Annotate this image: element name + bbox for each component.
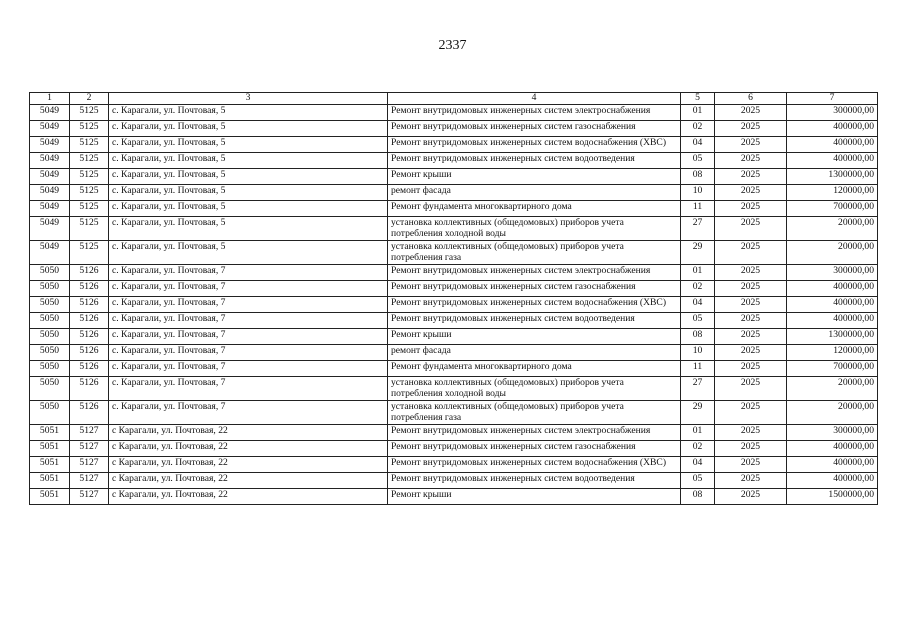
- column-header: 3: [109, 93, 388, 105]
- cell-code: 02: [681, 281, 715, 297]
- table-row: [30, 361, 878, 377]
- cell-work-type: Ремонт внутридомовых инженерных систем газоснабжения: [388, 281, 681, 297]
- cell-year: 2025: [715, 313, 787, 329]
- table-row: [30, 457, 878, 473]
- cell-amount: 400000,00: [787, 441, 878, 457]
- column-header: 1: [30, 93, 70, 105]
- cell-year: 2025: [715, 105, 787, 121]
- cell-amount: 400000,00: [787, 137, 878, 153]
- cell-address: с. Карагали, ул. Почтовая, 5: [109, 137, 388, 153]
- cell-amount: 20000,00: [787, 241, 878, 265]
- column-header: 4: [388, 93, 681, 105]
- cell-amount: 700000,00: [787, 361, 878, 377]
- table-row: [30, 137, 878, 153]
- cell-year: 2025: [715, 217, 787, 241]
- cell-work-type: Ремонт внутридомовых инженерных систем электроснабжения: [388, 425, 681, 441]
- cell-amount: 120000,00: [787, 185, 878, 201]
- cell-address: с. Карагали, ул. Почтовая, 5: [109, 105, 388, 121]
- cell-address: с Карагали, ул. Почтовая, 22: [109, 441, 388, 457]
- cell-col1-id: 5050: [30, 265, 70, 281]
- cell-year: 2025: [715, 137, 787, 153]
- table-row: [30, 297, 878, 313]
- cell-col2-id: 5125: [70, 169, 109, 185]
- cell-col1-id: 5051: [30, 489, 70, 505]
- cell-address: с Карагали, ул. Почтовая, 22: [109, 489, 388, 505]
- cell-address: с Карагали, ул. Почтовая, 22: [109, 473, 388, 489]
- cell-col2-id: 5126: [70, 281, 109, 297]
- cell-work-type: Ремонт внутридомовых инженерных систем газоснабжения: [388, 441, 681, 457]
- cell-amount: 400000,00: [787, 457, 878, 473]
- cell-work-type: Ремонт внутридомовых инженерных систем электроснабжения: [388, 265, 681, 281]
- cell-year: 2025: [715, 425, 787, 441]
- table-row: [30, 169, 878, 185]
- table-row: [30, 401, 878, 425]
- cell-col2-id: 5125: [70, 217, 109, 241]
- cell-col2-id: 5126: [70, 329, 109, 345]
- cell-col2-id: 5126: [70, 265, 109, 281]
- cell-year: 2025: [715, 241, 787, 265]
- cell-address: с. Карагали, ул. Почтовая, 5: [109, 185, 388, 201]
- cell-col2-id: 5125: [70, 137, 109, 153]
- table-row: [30, 473, 878, 489]
- cell-address: с. Карагали, ул. Почтовая, 7: [109, 313, 388, 329]
- table-row: [30, 425, 878, 441]
- column-header: 2: [70, 93, 109, 105]
- table-row: [30, 121, 878, 137]
- cell-work-type: Ремонт крыши: [388, 329, 681, 345]
- cell-address: с. Карагали, ул. Почтовая, 7: [109, 281, 388, 297]
- cell-address: с. Карагали, ул. Почтовая, 5: [109, 169, 388, 185]
- cell-code: 08: [681, 169, 715, 185]
- column-header: 6: [715, 93, 787, 105]
- cell-code: 04: [681, 457, 715, 473]
- cell-col2-id: 5125: [70, 201, 109, 217]
- cell-col2-id: 5127: [70, 489, 109, 505]
- cell-col1-id: 5049: [30, 201, 70, 217]
- table-row: [30, 281, 878, 297]
- cell-address: с Карагали, ул. Почтовая, 22: [109, 457, 388, 473]
- repair-schedule-table: [29, 92, 878, 505]
- table-row: [30, 201, 878, 217]
- cell-address: с. Карагали, ул. Почтовая, 5: [109, 201, 388, 217]
- cell-col2-id: 5126: [70, 297, 109, 313]
- table-row: [30, 489, 878, 505]
- cell-amount: 20000,00: [787, 377, 878, 401]
- cell-code: 08: [681, 329, 715, 345]
- cell-col1-id: 5050: [30, 329, 70, 345]
- cell-address: с. Карагали, ул. Почтовая, 7: [109, 377, 388, 401]
- cell-year: 2025: [715, 153, 787, 169]
- cell-col1-id: 5049: [30, 121, 70, 137]
- cell-col1-id: 5049: [30, 241, 70, 265]
- cell-work-type: Ремонт внутридомовых инженерных систем водоотведения: [388, 313, 681, 329]
- cell-work-type: Ремонт внутридомовых инженерных систем электроснабжения: [388, 105, 681, 121]
- table-row: [30, 185, 878, 201]
- cell-amount: 300000,00: [787, 425, 878, 441]
- cell-code: 10: [681, 185, 715, 201]
- cell-col2-id: 5125: [70, 105, 109, 121]
- cell-col2-id: 5127: [70, 457, 109, 473]
- cell-work-type: Ремонт внутридомовых инженерных систем водоотведения: [388, 153, 681, 169]
- table-row: [30, 241, 878, 265]
- cell-year: 2025: [715, 377, 787, 401]
- cell-work-type: Ремонт внутридомовых инженерных систем водоснабжения (ХВС): [388, 137, 681, 153]
- cell-code: 02: [681, 441, 715, 457]
- cell-amount: 400000,00: [787, 297, 878, 313]
- cell-code: 10: [681, 345, 715, 361]
- cell-col1-id: 5050: [30, 361, 70, 377]
- cell-year: 2025: [715, 121, 787, 137]
- cell-code: 27: [681, 377, 715, 401]
- cell-code: 04: [681, 297, 715, 313]
- cell-year: 2025: [715, 401, 787, 425]
- cell-work-type: Ремонт крыши: [388, 489, 681, 505]
- cell-year: 2025: [715, 297, 787, 313]
- table-row: [30, 329, 878, 345]
- cell-address: с. Карагали, ул. Почтовая, 5: [109, 241, 388, 265]
- cell-work-type: установка коллективных (общедомовых) приборов учета потребления газа: [388, 241, 681, 265]
- cell-work-type: Ремонт внутридомовых инженерных систем водоснабжения (ХВС): [388, 457, 681, 473]
- cell-code: 08: [681, 489, 715, 505]
- cell-address: с. Карагали, ул. Почтовая, 7: [109, 297, 388, 313]
- cell-work-type: Ремонт внутридомовых инженерных систем водоотведения: [388, 473, 681, 489]
- cell-work-type: ремонт фасада: [388, 345, 681, 361]
- cell-col1-id: 5051: [30, 425, 70, 441]
- cell-address: с. Карагали, ул. Почтовая, 7: [109, 361, 388, 377]
- cell-address: с. Карагали, ул. Почтовая, 5: [109, 217, 388, 241]
- cell-col1-id: 5050: [30, 297, 70, 313]
- cell-col2-id: 5126: [70, 345, 109, 361]
- table-row: [30, 377, 878, 401]
- cell-col1-id: 5051: [30, 457, 70, 473]
- cell-amount: 1300000,00: [787, 329, 878, 345]
- cell-address: с. Карагали, ул. Почтовая, 7: [109, 401, 388, 425]
- cell-amount: 300000,00: [787, 265, 878, 281]
- table-row: [30, 153, 878, 169]
- cell-amount: 1500000,00: [787, 489, 878, 505]
- cell-code: 05: [681, 313, 715, 329]
- cell-col1-id: 5049: [30, 153, 70, 169]
- cell-col1-id: 5049: [30, 169, 70, 185]
- table-row: [30, 265, 878, 281]
- table-row: [30, 313, 878, 329]
- cell-year: 2025: [715, 361, 787, 377]
- cell-col2-id: 5127: [70, 473, 109, 489]
- cell-year: 2025: [715, 345, 787, 361]
- cell-year: 2025: [715, 489, 787, 505]
- cell-code: 29: [681, 401, 715, 425]
- cell-code: 29: [681, 241, 715, 265]
- cell-code: 05: [681, 473, 715, 489]
- cell-col1-id: 5050: [30, 281, 70, 297]
- page-number: 2337: [438, 38, 467, 53]
- cell-amount: 400000,00: [787, 313, 878, 329]
- cell-year: 2025: [715, 473, 787, 489]
- cell-year: 2025: [715, 169, 787, 185]
- cell-year: 2025: [715, 441, 787, 457]
- cell-amount: 400000,00: [787, 121, 878, 137]
- cell-work-type: установка коллективных (общедомовых) приборов учета потребления холодной воды: [388, 217, 681, 241]
- cell-address: с. Карагали, ул. Почтовая, 7: [109, 265, 388, 281]
- cell-address: с. Карагали, ул. Почтовая, 7: [109, 329, 388, 345]
- header-row: [30, 93, 878, 105]
- cell-amount: 1300000,00: [787, 169, 878, 185]
- cell-work-type: Ремонт фундамента многоквартирного дома: [388, 201, 681, 217]
- cell-code: 01: [681, 265, 715, 281]
- cell-code: 11: [681, 361, 715, 377]
- cell-code: 27: [681, 217, 715, 241]
- cell-amount: 400000,00: [787, 153, 878, 169]
- cell-amount: 300000,00: [787, 105, 878, 121]
- cell-address: с. Карагали, ул. Почтовая, 5: [109, 121, 388, 137]
- cell-amount: 400000,00: [787, 281, 878, 297]
- table-row: [30, 441, 878, 457]
- table-row: [30, 105, 878, 121]
- table-row: [30, 217, 878, 241]
- cell-year: 2025: [715, 281, 787, 297]
- cell-year: 2025: [715, 329, 787, 345]
- cell-amount: 700000,00: [787, 201, 878, 217]
- cell-col1-id: 5049: [30, 217, 70, 241]
- cell-col2-id: 5126: [70, 361, 109, 377]
- cell-work-type: Ремонт крыши: [388, 169, 681, 185]
- cell-col2-id: 5125: [70, 241, 109, 265]
- cell-year: 2025: [715, 265, 787, 281]
- cell-col1-id: 5049: [30, 137, 70, 153]
- cell-code: 11: [681, 201, 715, 217]
- cell-work-type: Ремонт внутридомовых инженерных систем водоснабжения (ХВС): [388, 297, 681, 313]
- cell-work-type: Ремонт внутридомовых инженерных систем газоснабжения: [388, 121, 681, 137]
- cell-code: 01: [681, 425, 715, 441]
- cell-col2-id: 5126: [70, 377, 109, 401]
- column-header: 5: [681, 93, 715, 105]
- cell-work-type: Ремонт фундамента многоквартирного дома: [388, 361, 681, 377]
- cell-year: 2025: [715, 457, 787, 473]
- column-header: 7: [787, 93, 878, 105]
- cell-col1-id: 5050: [30, 345, 70, 361]
- cell-code: 04: [681, 137, 715, 153]
- cell-col1-id: 5051: [30, 473, 70, 489]
- cell-work-type: ремонт фасада: [388, 185, 681, 201]
- cell-col2-id: 5125: [70, 121, 109, 137]
- cell-col2-id: 5125: [70, 153, 109, 169]
- table-row: [30, 345, 878, 361]
- cell-address: с Карагали, ул. Почтовая, 22: [109, 425, 388, 441]
- table-body: [30, 105, 878, 505]
- cell-col2-id: 5126: [70, 313, 109, 329]
- cell-col2-id: 5126: [70, 401, 109, 425]
- cell-col1-id: 5049: [30, 185, 70, 201]
- cell-col1-id: 5050: [30, 313, 70, 329]
- cell-col2-id: 5125: [70, 185, 109, 201]
- cell-col2-id: 5127: [70, 441, 109, 457]
- cell-col1-id: 5051: [30, 441, 70, 457]
- cell-amount: 120000,00: [787, 345, 878, 361]
- cell-address: с. Карагали, ул. Почтовая, 5: [109, 153, 388, 169]
- cell-work-type: установка коллективных (общедомовых) приборов учета потребления холодной воды: [388, 377, 681, 401]
- cell-col1-id: 5049: [30, 105, 70, 121]
- cell-col1-id: 5050: [30, 401, 70, 425]
- cell-year: 2025: [715, 201, 787, 217]
- cell-work-type: установка коллективных (общедомовых) приборов учета потребления газа: [388, 401, 681, 425]
- cell-code: 05: [681, 153, 715, 169]
- cell-code: 02: [681, 121, 715, 137]
- cell-col1-id: 5050: [30, 377, 70, 401]
- cell-year: 2025: [715, 185, 787, 201]
- cell-col2-id: 5127: [70, 425, 109, 441]
- cell-code: 01: [681, 105, 715, 121]
- cell-amount: 400000,00: [787, 473, 878, 489]
- cell-amount: 20000,00: [787, 401, 878, 425]
- cell-amount: 20000,00: [787, 217, 878, 241]
- cell-address: с. Карагали, ул. Почтовая, 7: [109, 345, 388, 361]
